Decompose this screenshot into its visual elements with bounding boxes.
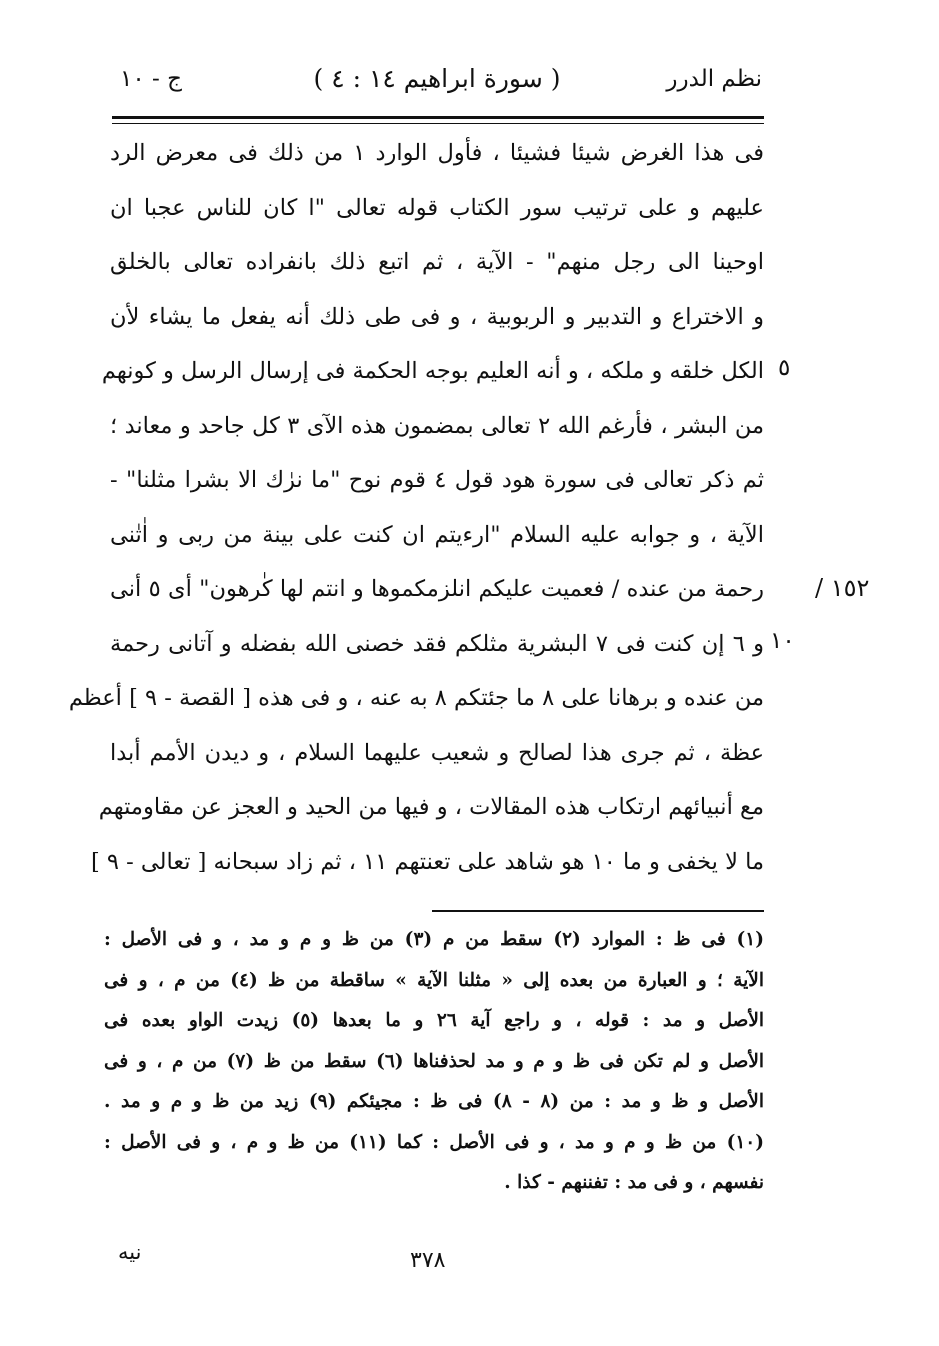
text-line: و الاختراع و التدبير و الربوبية ، و فى طى ذلك أنه يفعل ما يشاء لأن	[110, 303, 764, 330]
text-line: ثم ذكر تعالى فى سورة هود قول ٤ قوم نوح "ما نرٰك الا بشرا مثلنا" -	[110, 467, 764, 493]
text-line: فى هذا الغرض شيئا فشيئا ، فأول الوارد ١ من ذلك فى معرض الرد	[110, 140, 764, 166]
line-number-5: ٥	[778, 355, 791, 381]
line-number-10: ١٠	[770, 628, 795, 654]
main-text	[68, 126, 765, 889]
text-line: الآية ، و جوابه عليه السلام "ارءيتم ان كنت على بينة من ربى و اٰتٰنى	[110, 521, 764, 548]
footnote-separator	[432, 910, 764, 912]
text-line: اوحينا الى رجل منهم" - الآية ، ثم اتبع ذلك بانفراده تعالى بالخلق	[110, 249, 764, 275]
text-line: ما لا يخفى و ما ١٠ هو شاهد على تعنتهم ١١ ، ثم زاد سبحانه [ تعالى - ٩ ]	[90, 848, 764, 875]
text-line: عليهم و على ترتيب سور الكتاب قوله تعالى "ا كان للناس عجبا ان	[110, 194, 764, 221]
text-line: و ٦ إن كنت فى ٧ البشرية مثلكم فقد خصنى الله بفضله و آتانى رحمة	[110, 630, 764, 657]
footnote-line: الآية ؛ و العبارة من بعده إلى « مثلنا الآية » ساقطة من ظ (٤) من م ، و فى	[104, 969, 764, 991]
printer-signature: نيه	[118, 1240, 142, 1264]
text-line: عظة ، ثم جرى هذا لصالح و شعيب عليهما السلام ، و ديدن الأمم أبدا	[110, 739, 764, 766]
text-line: مع أنبيائهم ارتكاب هذه المقالات ، و فيها من الحيد و العجز عن مقاومتهم	[98, 794, 764, 820]
text-line: رحمة من عنده / فعميت عليكم انلزمكموها و انتم لها كٰرهون" أى ٥ أنى	[110, 576, 765, 602]
page-number: ٣٧٨	[410, 1248, 446, 1273]
volume-number: ج - ١٠	[120, 66, 182, 92]
header-rule-thick	[112, 116, 764, 119]
footnote-line: الأصل و لم تكن فى ظ و م و مد لحذفناها (٦) سقط من ظ (٧) من م ، و فى	[104, 1050, 765, 1072]
footnote-line: (١٠) من ظ و م و مد ، و فى الأصل : كما (١١) من ظ و م ، و فى الأصل :	[104, 1131, 764, 1153]
footnote-line: الأصل و ظ و مد : من (٨ - ٨) فى ظ : مجيئكم (٩) زيد من ظ و م و مد .	[104, 1091, 764, 1112]
footnotes	[104, 920, 764, 1204]
book-title: نظم الدرر	[666, 66, 762, 92]
footnote-line: (١) فى ظ : الموارد (٢) سقط من م (٣) من ظ و م و مد ، و فى الأصل :	[104, 929, 764, 950]
header-rule-thin	[112, 123, 764, 124]
text-line: من البشر ، فأرغم الله ٢ تعالى بمضمون هذه الآى ٣ كل جاحد و معاند ؛	[110, 412, 765, 439]
text-line: من عنده و برهانا على ٨ ما جئتكم ٨ به عنه ، و فى هذه [ القصة - ٩ ] أعظم	[68, 685, 764, 711]
footnote-line: الأصل و مد : قوله ، و راجع آية ٢٦ و ما بعدها (٥) زيدت الواو بعده فى	[104, 1010, 765, 1031]
surah-reference: ( سورة ابراهيم ١٤ : ٤ )	[313, 64, 561, 93]
running-header	[112, 58, 762, 110]
text-line: الكل خلقه و ملكه ، و أنه العليم بوجه الحكمة فى إرسال الرسل و كونهم	[101, 358, 764, 384]
footnote-line: نفسهم ، و فى مد : تفننهم - كذا .	[504, 1172, 764, 1193]
manuscript-page-reference: ١٥٢ /	[815, 574, 870, 602]
